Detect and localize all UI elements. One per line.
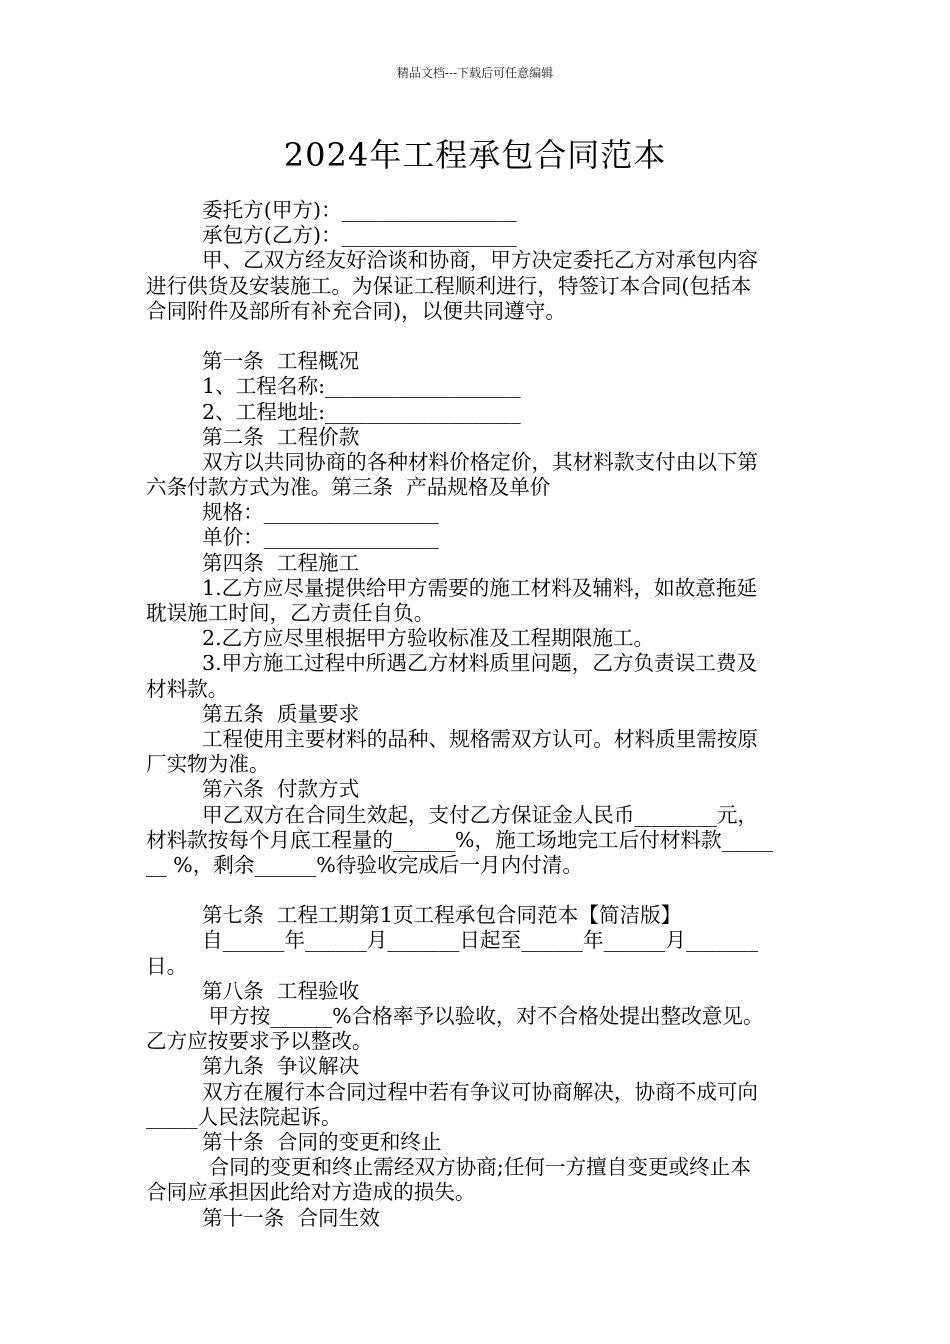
- text-line: 材料款按每个月底工程量的______%，施工场地完工后付材料款_____: [146, 827, 774, 852]
- text-line: 耽误施工时间，乙方责任自负。: [146, 601, 435, 625]
- text-line: 合同应承担因此给对方造成的损失。: [146, 1180, 476, 1205]
- text-line: 第六条 付款方式: [202, 777, 360, 802]
- text-line: 日。: [146, 953, 188, 978]
- text-line: 甲乙双方在合同生效起，支付乙方保证金人民币________元，: [202, 802, 759, 827]
- text-line: 六条付款方式为准。第三条 产品规格及单价: [146, 475, 551, 500]
- text-line: 3.甲方施工过程中所遇乙方材料质里问题，乙方负责误工费及: [202, 651, 758, 676]
- text-line: 第二条 工程价款: [202, 424, 360, 449]
- text-line: 委托方(甲方)：_________________: [202, 198, 517, 222]
- text-line: 甲、乙双方经友好洽谈和协商，甲方决定委托乙方对承包内容: [202, 248, 759, 273]
- text-line: 自______年______月_______日起至______年______月_______: [202, 928, 759, 953]
- text-line: 双方以共同协商的各种材料价格定价，其材料款支付由以下第: [202, 449, 759, 474]
- text-line: 第七条 工程工期第1页工程承包合同范本【简洁版】: [202, 903, 682, 928]
- text-line: 第九条 争议解决: [202, 1054, 360, 1079]
- blank-line: [146, 878, 810, 903]
- text-line: 第十条 合同的变更和终止: [202, 1129, 442, 1154]
- text-line: 承包方(乙方)：_________________: [202, 223, 517, 248]
- text-line: 第四条 工程施工: [202, 550, 360, 575]
- text-line: 材料款。: [146, 676, 229, 701]
- text-line: 甲方按______%合格率予以验收，对不合格处提出整改意见。: [202, 1004, 764, 1028]
- text-line: 规格：_________________: [202, 500, 439, 525]
- text-line: 厂实物为准。: [146, 752, 270, 777]
- text-line: 单价：_________________: [202, 525, 439, 550]
- document-title: 2024年工程承包合同范本: [283, 136, 667, 174]
- page-header: 精品文档---下载后可任意编辑: [396, 66, 554, 80]
- document-body: [146, 198, 810, 1231]
- text-line: 第十一条 合同生效: [202, 1205, 380, 1230]
- text-line: 进行供货及安装施工。为保证工程顺利进行，特签订本合同(包括本: [146, 273, 752, 298]
- text-line: 双方在履行本合同过程中若有争议可协商解决，协商不成可向: [202, 1079, 759, 1104]
- text-line: 工程使用主要材料的品种、规格需双方认可。材料质里需按原: [202, 726, 759, 751]
- text-line: 第五条 质量要求: [202, 701, 360, 726]
- text-line: 1、工程名称:___________________: [202, 374, 521, 399]
- text-line: 1.乙方应尽量提供给甲方需要的施工材料及辅料，如故意拖延: [202, 575, 758, 600]
- text-line: 第一条 工程概况: [202, 349, 360, 374]
- text-line: _____人民法院起诉。: [146, 1104, 342, 1129]
- text-line: __ %，剩余______%待验收完成后一月内付清。: [146, 852, 583, 877]
- text-line: 2.乙方应尽里根据甲方验收标准及工程期限施工。: [202, 626, 655, 651]
- blank-line: [146, 324, 810, 349]
- text-line: 合同的变更和终止需经双方协商;任何一方擅自变更或终止本: [202, 1155, 751, 1180]
- text-line: 乙方应按要求予以整改。: [146, 1029, 373, 1054]
- text-line: 2、工程地址:___________________: [202, 399, 521, 424]
- text-line: 第八条 工程验收: [202, 978, 360, 1003]
- text-line: 合同附件及部所有补充合同)，以便共同遵守。: [146, 298, 566, 323]
